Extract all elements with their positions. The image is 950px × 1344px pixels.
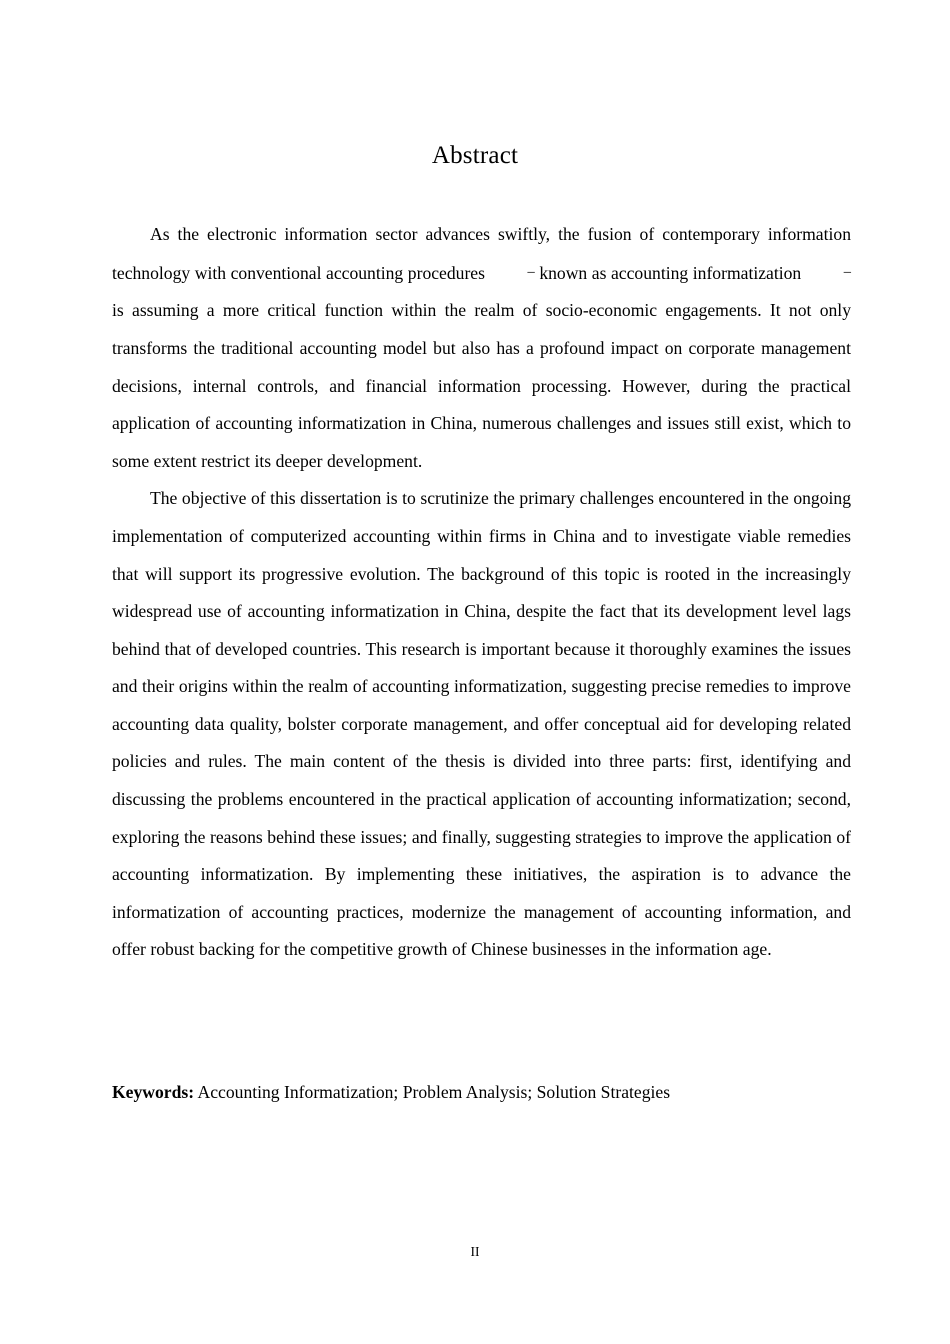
abstract-body bbox=[112, 216, 851, 969]
paragraph-2-segment-text-1: The objective of this dissertation is to scrutinize the primary challenges encountered in the ongoing implementation of computerized accounting within firms in China and to investigate viable remedies that will support its progressive evolution. The background of this topic is rooted in the increasingly widespread use of accounting informatization in China, despite the fact that its development level lags behind that of developed countries. This research is important because it thoroughly examines the issues and their origins within the realm of accounting informatization, suggesting precise remedies to improve accounting data quality, bolster corporate management, and offer conceptual aid for developing related policies and rules. The main content of the thesis is divided into three parts: first, identifying and discussing the problems encountered in the practical application of accounting informatization; second, exploring the reasons behind these issues; and finally, suggesting strategies to improve the application of accounting informatization. By implementing these initiatives, the aspiration is to advance the informatization of accounting practices, modernize the management of accounting information, and offer robust backing for the competitive growth of Chinese businesses in the information age. bbox=[112, 488, 851, 960]
keywords-line bbox=[112, 1078, 851, 1106]
page-title: Abstract bbox=[431, 141, 519, 169]
page-number-footer: II bbox=[470, 1244, 480, 1259]
em-dash-glyph-open: – bbox=[527, 263, 535, 280]
em-dash-glyph-close: – bbox=[843, 263, 851, 280]
paragraph-1-segment-text-3: is assuming a more critical function within the realm of socio-economic engagements. It not only transforms the traditional accounting model but also has a profound impact on corporate management decisions, internal controls, and financial information processing. However, during the practical application of accounting informatization in China, numerous challenges and issues still exist, which to some extent restrict its deeper development. bbox=[112, 300, 851, 471]
keywords-label: Keywords: bbox=[112, 1082, 195, 1102]
abstract-paragraph-2 bbox=[112, 480, 851, 969]
paragraph-1-segment-text-1: As the electronic information sector advances swiftly, the fusion of contemporary information technology with conventional accounting procedures bbox=[112, 224, 851, 283]
keywords-values: Accounting Informatization; Problem Analysis; Solution Strategies bbox=[194, 1082, 671, 1102]
abstract-paragraph-1 bbox=[112, 216, 851, 480]
paragraph-1-segment-text-2: known as accounting informatization bbox=[534, 262, 806, 283]
